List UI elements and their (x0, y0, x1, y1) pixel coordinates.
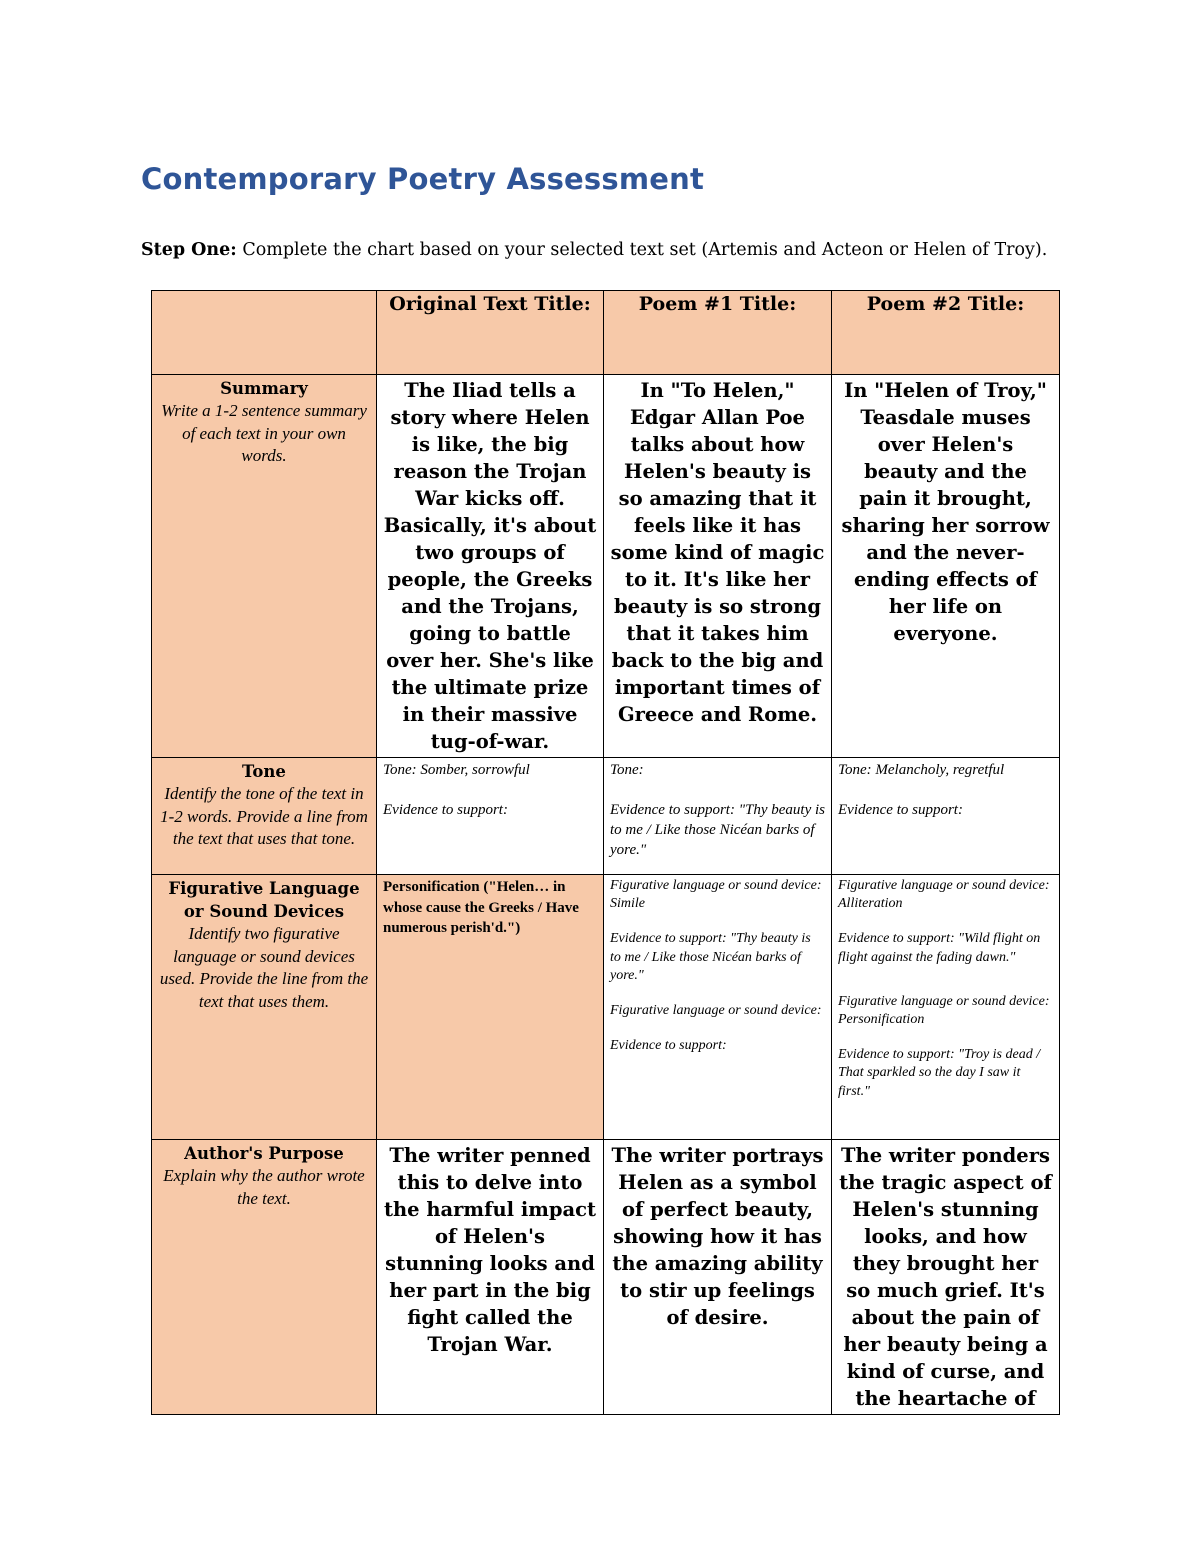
tone-poem1-evidence: Evidence to support: "Thy beauty is to me / Like those Nicéan barks of yore." (610, 802, 826, 858)
tone-poem1-value: Tone: (610, 762, 644, 778)
tone-original-value: Tone: Somber, sorrowful (383, 762, 530, 778)
header-row (152, 291, 1060, 375)
summary-row-header (152, 375, 377, 758)
summary-row (152, 375, 1060, 758)
purpose-row-header (152, 1140, 377, 1415)
summary-poem1-cell: In "To Helen," Edgar Allan Poe talks about how Helen's beauty is so amazing that it feels like it has some kind of magic to it. It's like her beauty is so strong that it takes him back to the big and important times of Greece and Rome. (604, 375, 832, 758)
figurative-poem1-cell (604, 875, 832, 1140)
figurative-poem2-device-2: Figurative language or sound device: Personification (838, 993, 1050, 1028)
figurative-poem1-evidence-2: Evidence to support: (610, 1038, 727, 1054)
purpose-original-cell: The writer penned this to delve into the harmful impact of Helen's stunning looks and her part in the big fight called the Trojan War. (377, 1140, 604, 1415)
figurative-instruction: Identify two figurative language or sound devices used. Provide the line from the text that uses them. (159, 924, 369, 1011)
figurative-poem1-device-2: Figurative language or sound device: (610, 1003, 822, 1019)
figurative-original-cell: Personification ("Helen… in whose cause the Greeks / Have numerous perish'd.") (377, 875, 604, 1140)
tone-instruction: Identify the tone of the text in 1-2 words. Provide a line from the text that uses that tone. (160, 784, 368, 848)
tone-original-cell (377, 758, 604, 875)
step-label: Step One: (141, 240, 237, 260)
figurative-poem1-device-1: Figurative language or sound device: Simile (610, 878, 822, 912)
figurative-poem2-evidence-2: Evidence to support: "Troy is dead / That sparkled so the day I saw it first." (838, 1047, 1041, 1099)
figurative-label: Figurative Language or Sound Devices (168, 879, 360, 921)
header-original-title: Original Text Title: (377, 291, 604, 375)
assessment-chart (151, 290, 1060, 1415)
page-title: Contemporary Poetry Assessment (141, 162, 705, 196)
summary-poem2-cell: In "Helen of Troy," Teasdale muses over Helen's beauty and the pain it brought, sharing her sorrow and the never-ending effects of her life on everyone. (832, 375, 1060, 758)
tone-original-evidence: Evidence to support: (383, 802, 508, 818)
figurative-poem2-device-1: Figurative language or sound device: Alliteration (838, 878, 1050, 912)
summary-original-cell: The Iliad tells a story where Helen is like, the big reason the Trojan War kicks off. Basically, it's about two groups of people, the Greeks and the Trojans, going to battle over her. She's like the ultimate prize in their massive tug-of-war. (377, 375, 604, 758)
figurative-poem1-evidence-1: Evidence to support: "Thy beauty is to me / Like those Nicéan barks of yore." (610, 931, 811, 983)
tone-label: Tone (242, 762, 286, 781)
tone-poem2-value: Tone: Melancholy, regretful (838, 762, 1005, 778)
tone-poem2-cell (832, 758, 1060, 875)
purpose-poem2-cell: The writer ponders the tragic aspect of Helen's stunning looks, and how they brought her so much grief. It's about the pain of her beauty being a kind of curse, and the heartache of (832, 1140, 1060, 1415)
figurative-poem2-cell (832, 875, 1060, 1140)
summary-label: Summary (220, 379, 308, 398)
step-text: Complete the chart based on your selected text set (Artemis and Acteon or Helen of Troy). (242, 240, 1048, 260)
header-poem2-title: Poem #2 Title: (832, 291, 1060, 375)
purpose-poem1-cell: The writer portrays Helen as a symbol of perfect beauty, showing how it has the amazing ability to stir up feelings of desire. (604, 1140, 832, 1415)
step-instruction (141, 240, 1047, 260)
tone-row (152, 758, 1060, 875)
figurative-row (152, 875, 1060, 1140)
figurative-row-header (152, 875, 377, 1140)
purpose-label: Author's Purpose (184, 1144, 344, 1163)
header-blank-cell (152, 291, 377, 375)
figurative-poem2-evidence-1: Evidence to support: "Wild flight on flight against the fading dawn." (838, 931, 1041, 965)
purpose-instruction: Explain why the author wrote the text. (163, 1166, 365, 1208)
summary-instruction: Write a 1-2 sentence summary of each text in your own words. (161, 401, 367, 465)
header-poem1-title: Poem #1 Title: (604, 291, 832, 375)
tone-row-header (152, 758, 377, 875)
tone-poem1-cell (604, 758, 832, 875)
tone-poem2-evidence: Evidence to support: (838, 802, 963, 818)
purpose-row (152, 1140, 1060, 1415)
